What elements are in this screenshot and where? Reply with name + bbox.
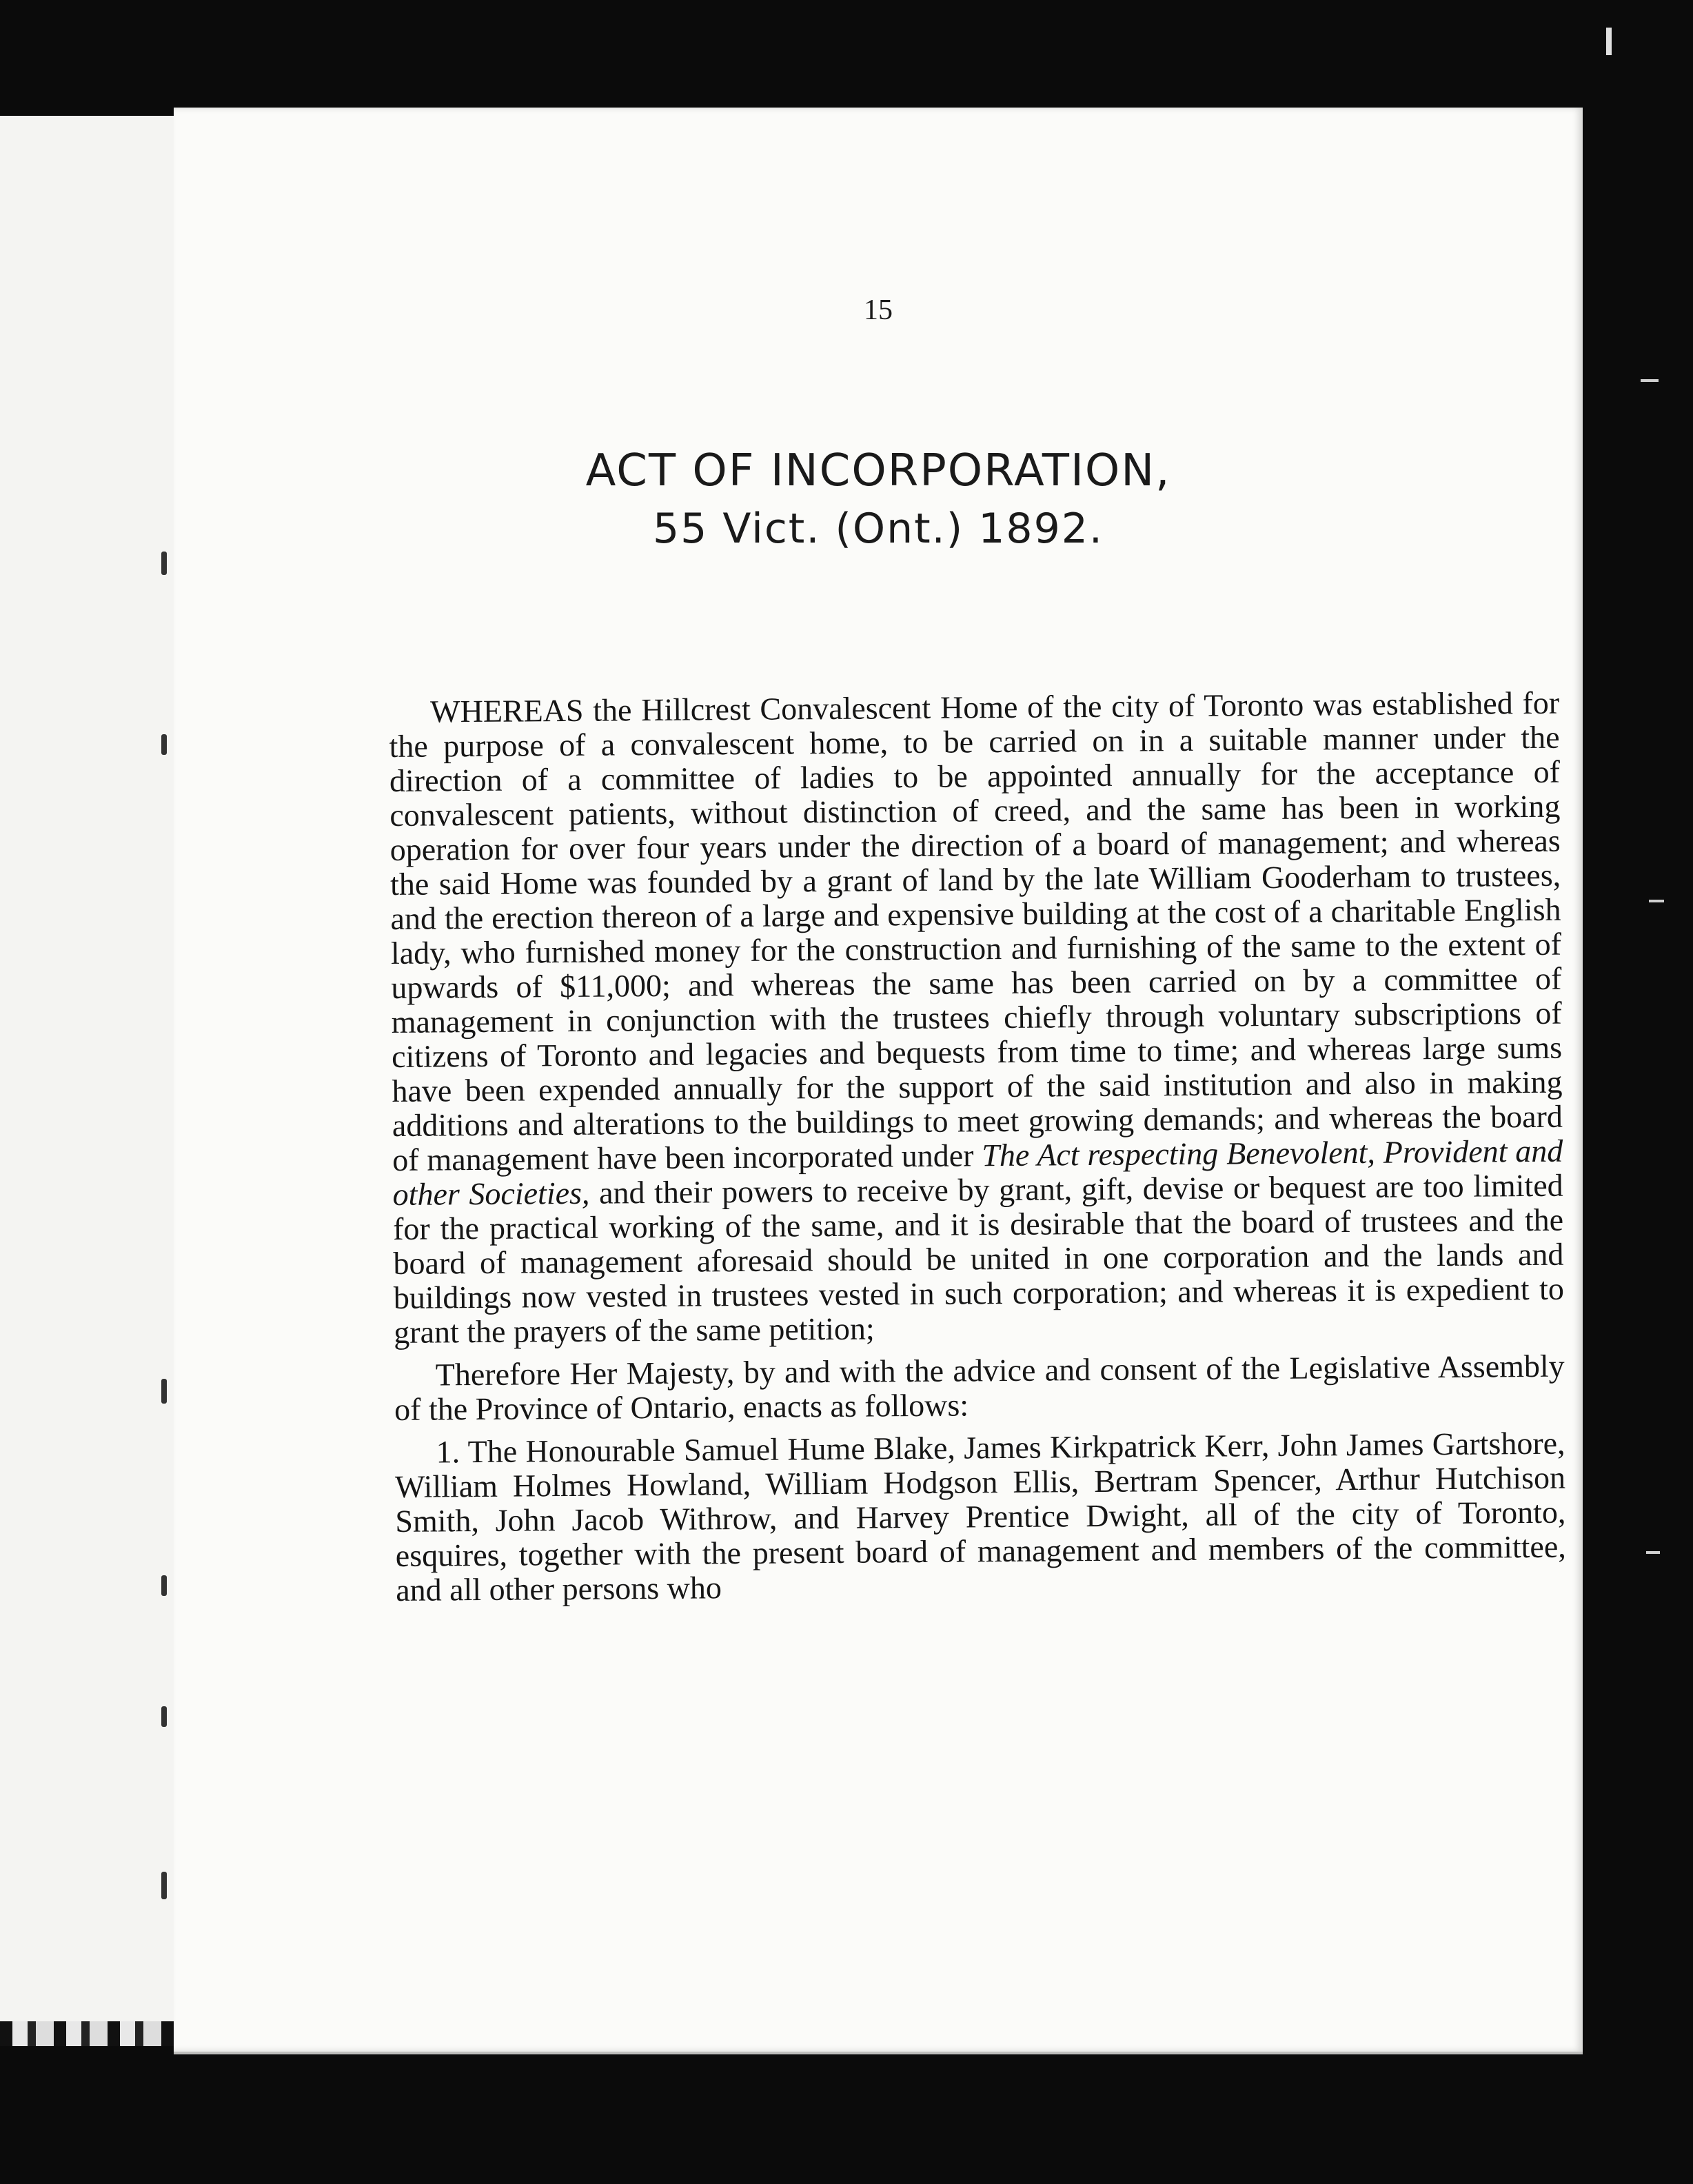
- preamble-text-end: and their powers to receive by grant, gift, devise or bequest are too limited for the practical working of the same, and it is desirable that the board of trustees and the board of management aforesaid should be united in one corporation and the lands and buildings now vested in trustees vested in such corporation; and whereas it is expedient to grant the prayers of the same petition;: [392, 1167, 1565, 1350]
- scan-speck: [1641, 379, 1659, 382]
- binding-mark: [161, 1575, 167, 1596]
- paragraph-preamble: [389, 686, 1564, 1350]
- paragraph-section-1: 1. The Honourable Samuel Hume Blake, James Kirkpatrick Kerr, John James Gartshore, William Holmes Howland, William Hodgson Ellis, Bertram Spencer, Arthur Hutchison Smith, John Jacob Withrow, and Harvey Prentice Dwight, all of the city of Toronto, esquires, together with the present board of management and members of the committee, and all other persons who: [394, 1425, 1566, 1608]
- scan-speck: [1649, 900, 1664, 902]
- heading-subtitle: 55 Vict. (Ont.) 1892.: [653, 505, 1104, 553]
- scan-speck: [1606, 28, 1612, 55]
- document-page: [174, 108, 1583, 2052]
- body-text: [389, 686, 1566, 1608]
- preamble-text-start: WHEREAS the Hillcrest Convalescent Home of the city of Toronto was established for the purpose of a convalescent home, to be carried on in a suitable manner under the direction of a committee of ladies to be appointed annually for the acceptance of convalescent patients, without distinction of creed, and the same has been in working operation for over four years under the direction of a board of management; and whereas the said Home was founded by a grant of land by the late William Gooderham to trustees, and the erection thereon of a large and expensive building at the cost of a charitable English lady, who furnished money for the construction and furnishing of the same to the extent of upwards of $11,000; and whereas the same has been carried on by a committee of management in conjunction with the trustees chiefly through voluntary subscriptions of citizens of Toronto and legacies and bequests from time to time; and whereas large sums have been expended annually for the support of the said institution and also in making additions and alterations to the buildings to meet growing demands; and whereas the board of management have been incorporated under: [389, 685, 1563, 1177]
- page-heading: [174, 442, 1583, 558]
- binding-mark: [161, 734, 167, 755]
- heading-title: ACT OF INCORPORATION,: [585, 445, 1171, 496]
- binding-mark: [161, 552, 167, 575]
- previous-page-edge: [0, 116, 176, 2046]
- paragraph-enactment: Therefore Her Majesty, by and with the advice and consent of the Legislative Assembly of the Province of Ontario, enacts as follows:: [394, 1348, 1565, 1427]
- binding-mark: [161, 1706, 167, 1727]
- preamble-act-title: The Act respecting Benevolent, Provident and other Societies,: [392, 1133, 1563, 1212]
- page-edge-strip: [0, 2021, 174, 2046]
- scan-speck: [1646, 1551, 1660, 1554]
- binding-mark: [161, 1872, 167, 1899]
- binding-mark: [161, 1379, 167, 1404]
- page-number: 15: [864, 294, 893, 326]
